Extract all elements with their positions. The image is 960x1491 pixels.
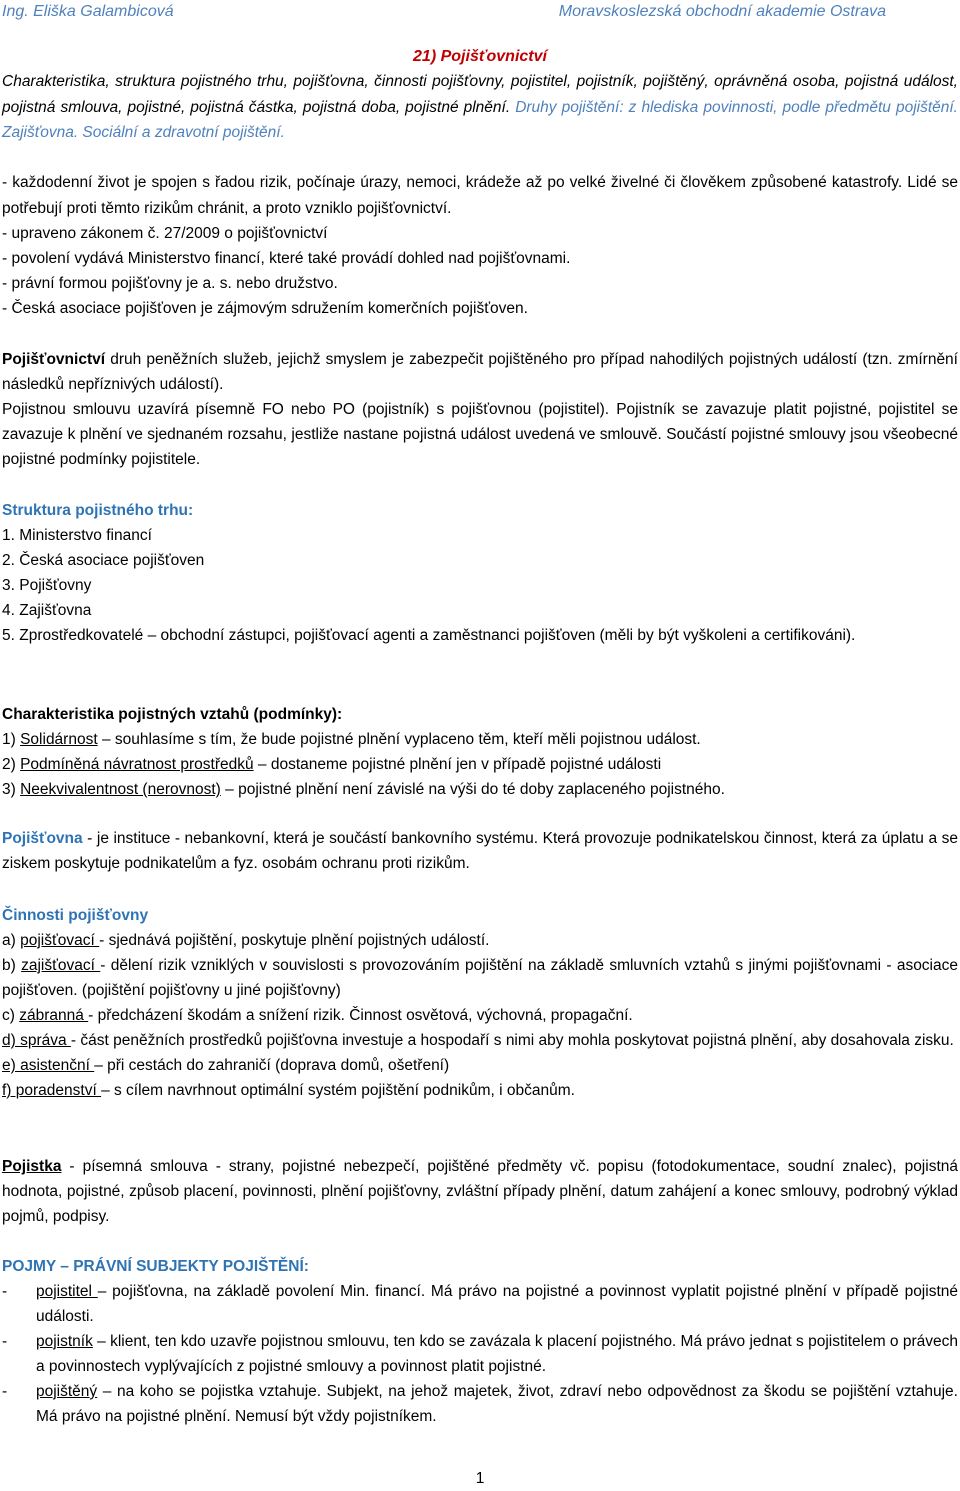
relations-item-prefix: 1) <box>2 731 21 748</box>
header-school: Moravskoslezská obchodní akademie Ostrava <box>558 3 886 20</box>
overview-line5: - Česká asociace pojišťoven je zájmovým sdružením komerčních pojišťoven. <box>2 300 528 317</box>
subjects-item-term: pojistitel <box>36 1283 98 1300</box>
header-author: Ing. Eliška Galambicová <box>2 3 174 20</box>
subjects-item <box>2 1279 958 1329</box>
dash-bullet: - <box>2 1383 8 1400</box>
structure-section <box>2 498 958 648</box>
activities-item-text: – s cílem navrhnout optimální systém pojištění podnikům, i občanům. <box>101 1082 575 1099</box>
activities-item-text: - dělení rizik vzniklých v souvislosti s provozováním pojištění na základě smluvních vztahů s jinými pojišťovnami - asociace pojišťoven. (pojištění pojišťovny u jiné pojišťovny) <box>2 957 958 999</box>
topic-outline-part1: Charakteristika, struktura pojistného trhu, pojišťovna, činnosti pojišťovny, pojistitel, pojistník, pojištěný, oprávněná osoba, pojistná událost, pojistná smlouva, pojistné, pojistná částka, pojistná doba, pojistné plnění. <box>2 73 958 116</box>
activities-item-term: d) správa <box>2 1032 71 1049</box>
activities-section <box>2 903 958 1103</box>
subjects-item-term: pojištěný <box>36 1383 98 1400</box>
structure-item: 3. Pojišťovny <box>2 577 92 594</box>
contract-paragraph <box>2 397 958 472</box>
relations-item-term: Neekvivalentnost (nerovnost) <box>20 781 221 798</box>
relations-item-term: Solidárnost <box>20 731 98 748</box>
structure-heading: Struktura pojistného trhu: <box>2 502 194 519</box>
activities-heading: Činnosti pojišťovny <box>2 907 149 924</box>
relations-item-prefix: 3) <box>2 781 21 798</box>
activities-item <box>2 1028 958 1053</box>
relations-section <box>2 702 958 802</box>
page-title: 21) Pojišťovnictví <box>413 48 547 65</box>
activities-item-text: - část peněžních prostředků pojišťovna investuje a hospodaří s nimi aby mohla poskytovat pojistná plnění, aby dosahovala zisku. <box>70 1032 954 1049</box>
subjects-item-text: – klient, ten kdo uzavře pojistnou smlouvu, ten kdo se zavázala k placení pojistného. Má právo jednat s pojistitelem o právech a povinnostech vyplývajících z pojistné smlouvy a povinnost platit pojistné. <box>36 1333 958 1375</box>
activities-item-prefix: c) <box>2 1007 20 1024</box>
overview-paragraph <box>2 170 958 221</box>
topic-outline-part2: Druhy pojištění: z hlediska povinnosti, podle předmětu pojištění. Zajišťovna. Sociální a zdravotní pojištění. <box>2 98 958 141</box>
subjects-item <box>2 1379 958 1429</box>
structure-item: 1. Ministerstvo financí <box>2 527 152 544</box>
activities-item-text: - sjednává pojištění, poskytuje plnění pojistných událostí. <box>99 932 490 949</box>
policy-section <box>2 1154 958 1229</box>
relations-item-prefix: 2) <box>2 756 21 773</box>
insurer-text: - je instituce - nebankovní, která je součástí bankovního systému. <box>82 830 539 847</box>
insurer-term: Pojišťovna <box>2 830 83 847</box>
overview-section <box>2 170 958 321</box>
activities-item <box>2 1003 958 1028</box>
structure-item: 4. Zajišťovna <box>2 602 92 619</box>
page-number: 1 <box>475 1470 485 1487</box>
overview-line1b: Lidé se potřebují proti těmto rizikům chránit, a proto vzniklo pojišťovnictví. <box>2 174 958 217</box>
policy-text: - písemná smlouva - strany, pojistné nebezpečí, pojištěné předměty vč. popisu (fotodokumentace, soudní znalec), pojistná hodnota, pojistné, způsob placení, povinnosti, plnění pojišťovny, zvláštní případy plnění, datum zahájení a konec smlouvy, podrobný výklad pojmů, podpisy. <box>2 1158 958 1225</box>
relations-item <box>2 777 958 802</box>
relations-heading: Charakteristika pojistných vztahů (podmínky): <box>2 706 343 723</box>
definition-paragraph <box>2 347 958 397</box>
definition-text: druh peněžních služeb, jejichž smyslem je zabezpečit pojištěného pro případ nahodilých pojistných událostí (tzn. zmírnění následků nepříznivých událostí). <box>2 351 958 393</box>
subjects-item <box>2 1329 958 1379</box>
subjects-item-text: – na koho se pojistka vztahuje. Subjekt, na jehož majetek, život, zdraví nebo odpovědnost za škodu se pojištění vztahuje. Má právo na pojistné plnění. Nemusí být vždy pojistníkem. <box>36 1383 958 1425</box>
relations-item-text: – dostaneme pojistné plnění jen v případě pojistné události <box>253 756 662 773</box>
activities-item-text: – při cestách do zahraničí (doprava domů, ošetření) <box>94 1057 450 1074</box>
contract-text2: Pojistník se zavazuje platit pojistné, pojistitel se zavazuje k plnění ve sjednaném rozsahu, jestliže nastane pojistná událost uvedená ve smlouvě. <box>2 401 958 443</box>
policy-term: Pojistka <box>2 1158 62 1175</box>
activities-item <box>2 1078 958 1103</box>
contract-text1: Pojistnou smlouvu uzavírá písemně FO nebo PO (pojistník) s pojišťovnou (pojistitel). <box>2 401 610 418</box>
subjects-item-text: – pojišťovna, na základě povolení Min. financí. Má právo na pojistné a povinnost vyplatit pojistné plnění v případě pojistné události. <box>36 1283 958 1325</box>
overview-line3: - povolení vydává Ministerstvo financí, které také provádí dohled nad pojišťovnami. <box>2 250 571 267</box>
activities-item-text: - předcházení škodám a snížení rizik. Činnost osvětová, výchovná, propagační. <box>88 1007 633 1024</box>
subjects-item-term: pojistník <box>36 1333 93 1350</box>
overview-line1: - každodenní život je spojen s řadou rizik, počínaje úrazy, nemoci, krádeže až po velké živelné či člověkem způsobené katastrofy. <box>2 174 903 191</box>
topic-outline <box>2 69 958 146</box>
activities-item <box>2 928 958 953</box>
relations-item-text: – pojistné plnění není závislé na výši do té doby zaplaceného pojistného. <box>220 781 725 798</box>
subjects-heading: POJMY – PRÁVNÍ SUBJEKTY POJIŠTĚNÍ: <box>2 1258 309 1275</box>
activities-item <box>2 953 958 1003</box>
activities-item-term: pojišťovací <box>20 932 100 949</box>
activities-item-term: f) poradenství <box>2 1082 102 1099</box>
activities-item-prefix: a) <box>2 932 21 949</box>
structure-item: 5. Zprostředkovatelé – obchodní zástupci, pojišťovací agenti a zaměstnanci pojišťoven (měli by být vyškoleni a certifikováni). <box>2 627 856 644</box>
definition-section <box>2 347 958 472</box>
definition-term: Pojišťovnictví <box>2 351 106 368</box>
activities-item-prefix: b) <box>2 957 22 974</box>
overview-line2: - upraveno zákonem č. 27/2009 o pojišťovnictví <box>2 225 328 242</box>
relations-item-text: – souhlasíme s tím, že bude pojistné plnění vyplaceno těm, kteří měli pojistnou událost. <box>97 731 701 748</box>
activities-item-term: zajišťovací <box>21 957 101 974</box>
relations-item <box>2 752 958 777</box>
dash-bullet: - <box>2 1283 8 1300</box>
insurer-text2: Která provozuje podnikatelskou činnost, která za úplatu a se ziskem poskytuje podnikatelům a fyz. osobám ochranu proti rizikům. <box>2 830 958 872</box>
activities-item <box>2 1053 958 1078</box>
insurer-section <box>2 826 958 876</box>
relations-item <box>2 727 958 752</box>
dash-bullet: - <box>2 1333 8 1350</box>
subjects-section <box>2 1254 958 1429</box>
activities-item-term: zábranná <box>19 1007 89 1024</box>
overview-line4: - právní formou pojišťovny je a. s. nebo družstvo. <box>2 275 338 292</box>
activities-item-term: e) asistenční <box>2 1057 95 1074</box>
structure-item: 2. Česká asociace pojišťoven <box>2 552 205 569</box>
relations-item-term: Podmíněná návratnost prostředků <box>20 756 254 773</box>
page-header <box>0 0 960 23</box>
contract-text3: Součástí pojistné smlouvy jsou všeobecné pojistné podmínky pojistitele. <box>2 426 958 468</box>
